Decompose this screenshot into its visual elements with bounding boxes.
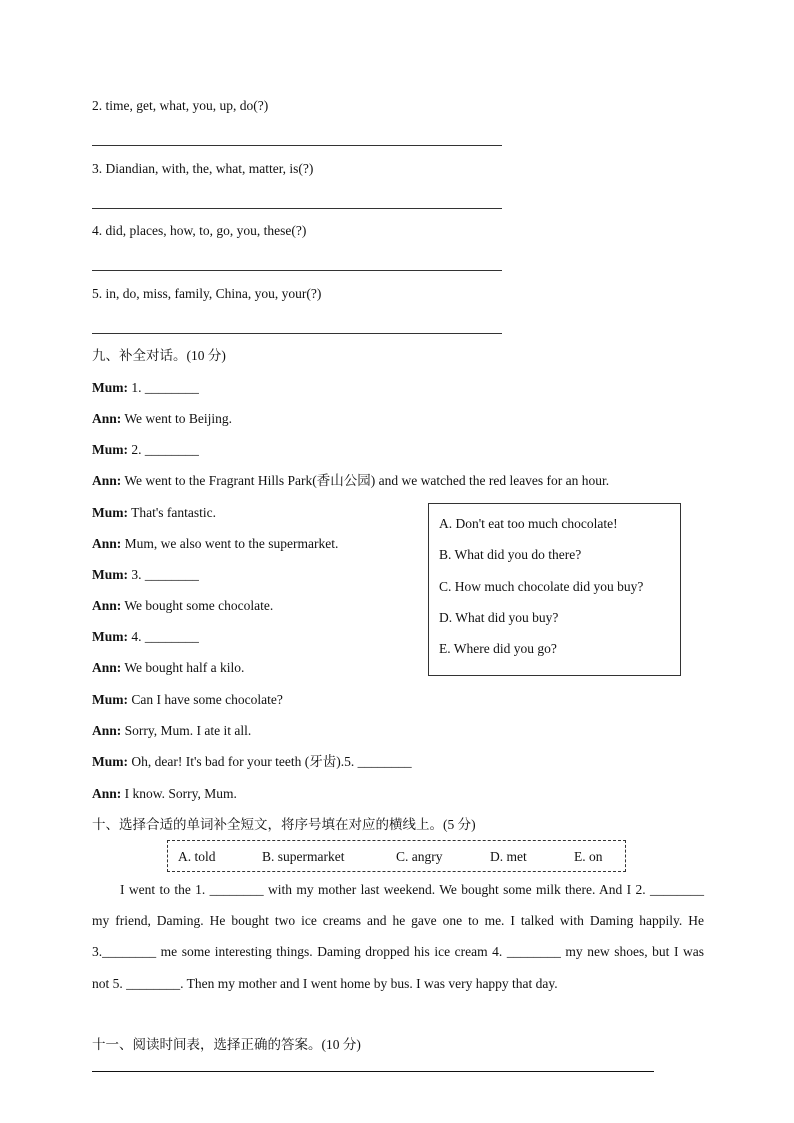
dialogue-line — [92, 566, 199, 584]
dialogue-text: We bought half a kilo. — [121, 660, 245, 675]
speaker-label: Mum: — [92, 692, 128, 707]
dialogue-text: Can I have some chocolate? — [128, 692, 283, 707]
answer-line-4[interactable] — [92, 270, 502, 271]
dialogue-text: Oh, dear! It's bad for your teeth (牙齿).5. ________ — [128, 754, 412, 769]
speaker-label: Mum: — [92, 567, 128, 582]
speaker-label: Mum: — [92, 505, 128, 520]
reorder-item-2: 2. time, get, what, you, up, do(?) — [92, 98, 269, 113]
dialogue-text: We went to Beijing. — [121, 411, 233, 426]
answer-line-3[interactable] — [92, 208, 502, 209]
dialogue-line — [92, 659, 244, 677]
dialogue-text: 4. ________ — [128, 629, 199, 644]
dialogue-line — [92, 628, 199, 646]
dialogue-text: 1. ________ — [128, 380, 199, 395]
speaker-label: Mum: — [92, 754, 128, 769]
dialogue-line — [92, 597, 273, 615]
dialogue-text: That's fantastic. — [128, 505, 217, 520]
speaker-label: Ann: — [92, 660, 122, 675]
word-option-c: C. angry — [396, 849, 443, 864]
speaker-label: Mum: — [92, 629, 128, 644]
option-c: C. How much chocolate did you buy? — [439, 579, 644, 594]
dialogue-line — [92, 785, 237, 803]
dialogue-text: 2. ________ — [128, 442, 199, 457]
dialogue-text: We bought some chocolate. — [121, 598, 274, 613]
section-divider — [92, 1071, 654, 1072]
cloze-passage: I went to the 1. ________ with my mother last weekend. We bought some milk there. And I 2. ________ my friend, Daming. He bought two ice creams and he gave one to me. I talked with Daming happily. He 3.________ me some interesting things. Daming dropped his ice cream 4. ________ my new shoes, but I was not 5. ________. Then my mother and I went home by bus. I was very happy that day. — [92, 882, 704, 991]
word-option-e: E. on — [574, 849, 603, 864]
dialogue-text: We went to the Fragrant Hills Park(香山公园) and we watched the red leaves for an hour. — [121, 473, 610, 488]
dialogue-line — [92, 472, 609, 490]
speaker-label: Ann: — [92, 411, 122, 426]
reorder-item-4: 4. did, places, how, to, go, you, these(?) — [92, 223, 307, 238]
speaker-label: Ann: — [92, 536, 122, 551]
speaker-label: Mum: — [92, 442, 128, 457]
word-option-b: B. supermarket — [262, 849, 345, 864]
option-d: D. What did you buy? — [439, 610, 559, 625]
speaker-label: Ann: — [92, 786, 122, 801]
dialogue-text: Sorry, Mum. I ate it all. — [121, 723, 252, 738]
speaker-label: Ann: — [92, 598, 122, 613]
speaker-label: Ann: — [92, 723, 122, 738]
word-bank-box — [167, 840, 626, 872]
speaker-label: Mum: — [92, 380, 128, 395]
word-option-a: A. told — [178, 849, 216, 864]
answer-line-2[interactable] — [92, 145, 502, 146]
reorder-item-3: 3. Diandian, with, the, what, matter, is(?) — [92, 161, 314, 176]
answer-line-5[interactable] — [92, 333, 502, 334]
option-e: E. Where did you go? — [439, 641, 557, 656]
dialogue-line — [92, 504, 216, 522]
speaker-label: Ann: — [92, 473, 122, 488]
dialogue-line — [92, 379, 199, 397]
dialogue-line — [92, 410, 232, 428]
section-9-heading: 九、补全对话。(10 分) — [92, 348, 226, 363]
option-b: B. What did you do there? — [439, 547, 582, 562]
section-10-heading: 十、选择合适的单词补全短文，将序号填在对应的横线上。(5 分) — [92, 817, 476, 832]
option-a: A. Don't eat too much chocolate! — [439, 516, 618, 531]
dialogue-line — [92, 691, 283, 709]
dialogue-text: I know. Sorry, Mum. — [121, 786, 237, 801]
word-option-d: D. met — [490, 849, 527, 864]
dialogue-line — [92, 722, 251, 740]
dialogue-text: Mum, we also went to the supermarket. — [121, 536, 339, 551]
dialogue-line — [92, 441, 199, 459]
section-11-heading: 十一、阅读时间表，选择正确的答案。(10 分) — [92, 1037, 361, 1052]
dialogue-options-box — [428, 503, 681, 676]
dialogue-line — [92, 535, 338, 553]
reorder-item-5: 5. in, do, miss, family, China, you, your(?) — [92, 286, 322, 301]
dialogue-text: 3. ________ — [128, 567, 199, 582]
dialogue-line — [92, 753, 412, 771]
